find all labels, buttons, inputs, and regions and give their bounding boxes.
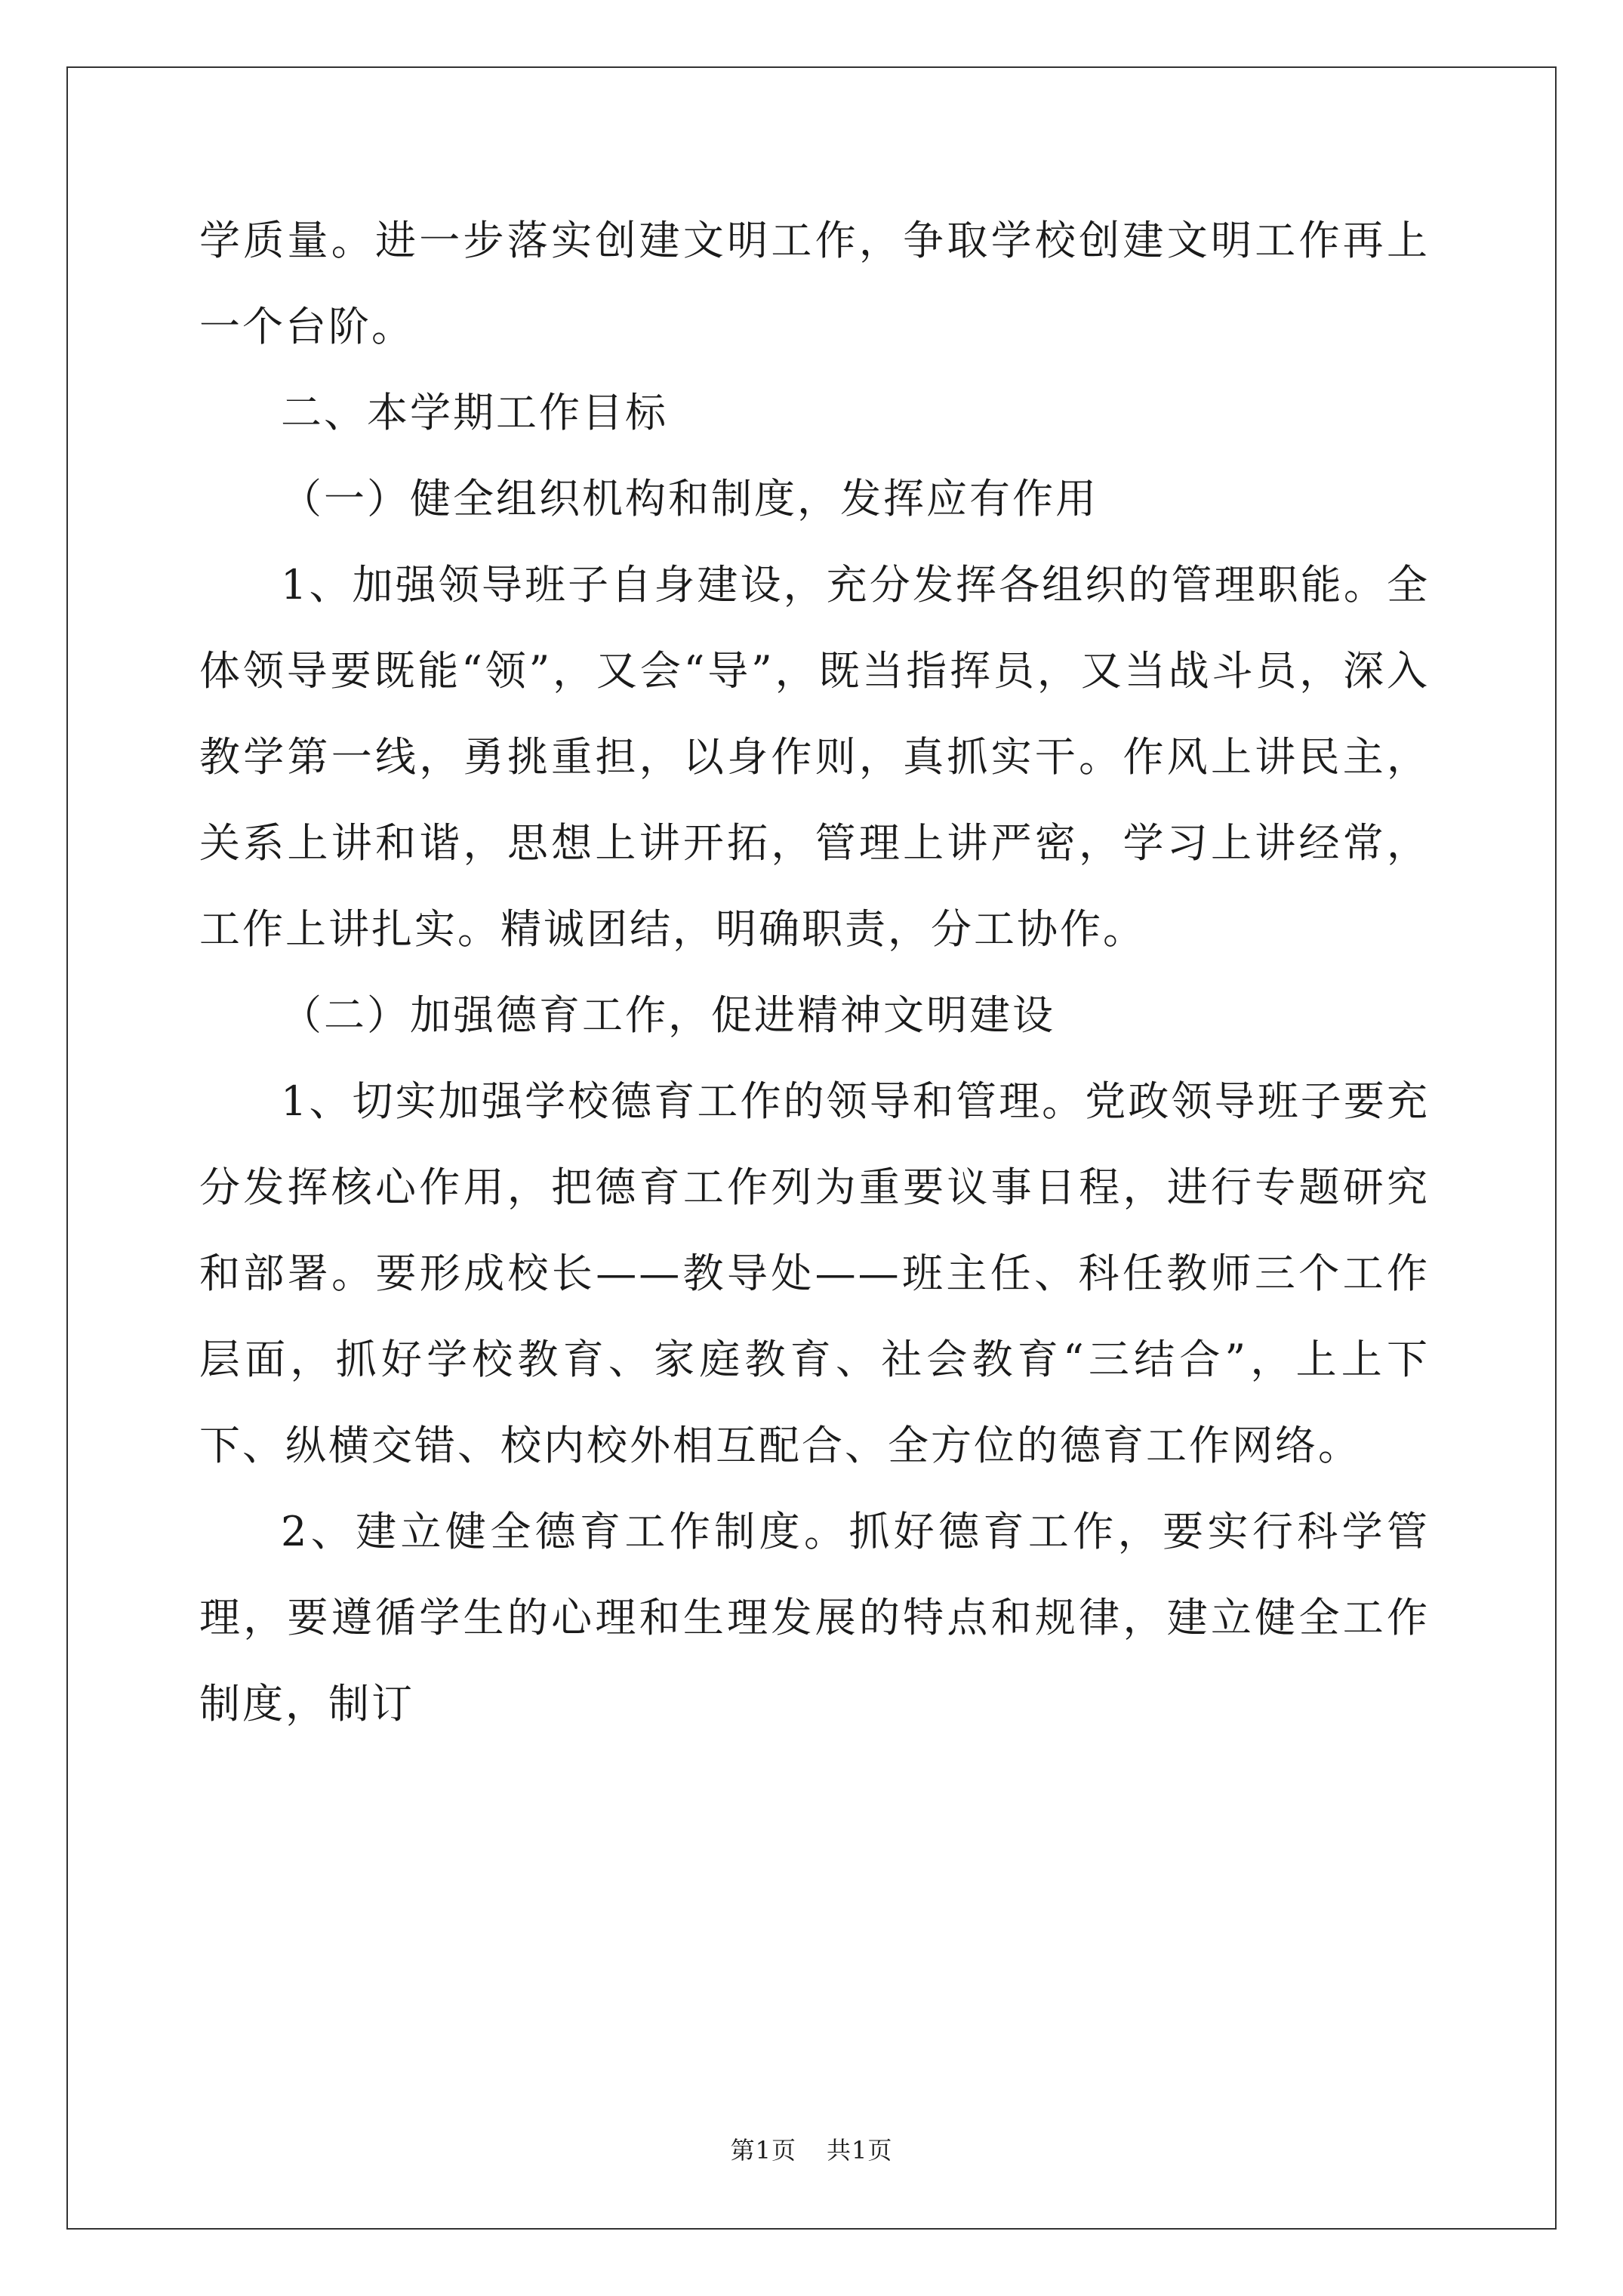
document-body bbox=[199, 198, 1430, 1747]
subsection-heading-organization: （一）健全组织机构和制度，发挥应有作用 bbox=[281, 475, 1098, 522]
paragraph-moral-leadership: 1、切实加强学校德育工作的领导和管理。党政领导班子要充分发挥核心作用，把德育工作列为重要议事日程，进行专题研究和部署。要形成校长——教导处——班主任、科任教师三个工作层面，抓好学校教育、家庭教育、社会教育“三结合”，上上下下、纵横交错、校内校外相互配合、全方位的德育工作网络。 bbox=[199, 1077, 1430, 1469]
page-total: 共1页 bbox=[827, 2136, 893, 2165]
page-number: 第1页 bbox=[730, 2136, 796, 2165]
page-footer bbox=[0, 2135, 1623, 2165]
paragraph-leadership: 1、加强领导班子自身建设，充分发挥各组织的管理职能。全体领导要既能“领”，又会“导”，既当指挥员，又当战斗员，深入教学第一线，勇挑重担，以身作则，真抓实干。作风上讲民主，关系上讲和谐，思想上讲开拓，管理上讲严密，学习上讲经常，工作上讲扎实。精诚团结，明确职责，分工协作。 bbox=[199, 561, 1430, 953]
section-heading-goals: 二、本学期工作目标 bbox=[281, 389, 668, 436]
subsection-heading-moral-education: （二）加强德育工作，促进精神文明建设 bbox=[281, 991, 1055, 1039]
paragraph-moral-system: 2、建立健全德育工作制度。抓好德育工作，要实行科学管理，要遵循学生的心理和生理发展的特点和规律，建立健全工作制度，制订 bbox=[199, 1508, 1430, 1727]
paragraph-intro-continuation: 学质量。进一步落实创建文明工作，争取学校创建文明工作再上一个台阶。 bbox=[199, 217, 1430, 350]
